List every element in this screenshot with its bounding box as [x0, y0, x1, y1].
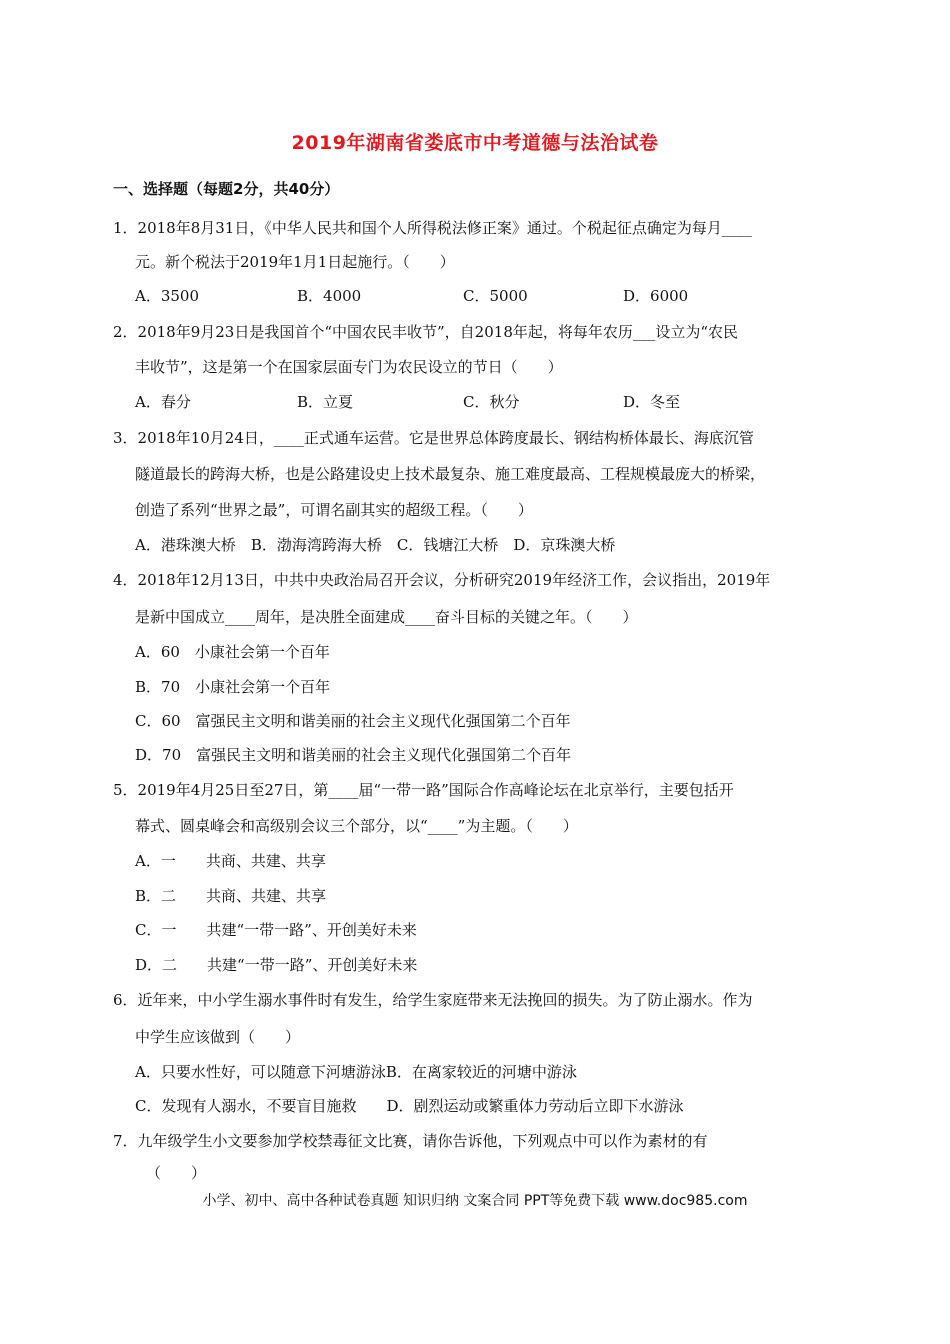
question-6-options-ab: A．只要水性好，可以随意下河塘游泳B．在离家较近的河塘中游泳	[135, 1063, 577, 1081]
question-7-line-2: （ ）	[146, 1164, 207, 1182]
question-2-line-1: 2．2018年9月23日是我国首个“中国农民丰收节”，自2018年起，将每年农历___设立为“农民	[113, 323, 739, 341]
question-3-options: A．港珠澳大桥 B．渤海湾跨海大桥 C．钱塘江大桥 D．京珠澳大桥	[135, 536, 616, 554]
question-6-line-2: 中学生应该做到（ ）	[135, 1028, 301, 1046]
question-5-option-c: C．一 共建“一带一路”、开创美好未来	[135, 921, 417, 939]
question-7-line-1: 7．九年级学生小文要参加学校禁毒征文比赛，请你告诉他，下列观点中可以作为素材的有	[113, 1132, 708, 1150]
question-5-option-d: D．二 共建“一带一路”、开创美好未来	[135, 956, 418, 974]
question-1-line-2: 元。新个税法于2019年1月1日起施行。（ ）	[135, 253, 455, 271]
question-5-line-1: 5．2019年4月25日至27日，第____届“一带一路”国际合作高峰论坛在北京举行，主要包括开	[113, 781, 734, 799]
question-3-line-3: 创造了系列“世界之最”，可谓名副其实的超级工程。（ ）	[135, 501, 533, 519]
page-footer: 小学、初中、高中各种试卷真题 知识归纳 文案合同 PPT等免费下载 www.doc985.com	[202, 1193, 748, 1209]
question-4-option-d: D．70 富强民主文明和谐美丽的社会主义现代化强国第二个百年	[135, 746, 572, 764]
section-heading: 一、选择题（每题2分，共40分）	[113, 180, 340, 198]
question-2-option-a: A．春分	[135, 393, 191, 411]
question-6-options-cd: C．发现有人溺水，不要盲目施救 D．剧烈运动或繁重体力劳动后立即下水游泳	[135, 1097, 684, 1115]
question-2-line-2: 丰收节”，这是第一个在国家层面专门为农民设立的节日（ ）	[135, 358, 563, 376]
question-3-line-2: 隧道最长的跨海大桥，也是公路建设史上技术最复杂、施工难度最高、工程规模最庞大的桥梁，	[135, 465, 766, 483]
question-4-option-c: C．60 富强民主文明和谐美丽的社会主义现代化强国第二个百年	[135, 712, 571, 730]
question-2-option-c: C．秋分	[463, 393, 520, 411]
question-1-line-1: 1．2018年8月31日，《中华人民共和国个人所得税法修正案》通过。个税起征点确定为每月____	[113, 219, 752, 237]
question-2-option-b: B．立夏	[297, 393, 354, 411]
question-1-option-b: B．4000	[297, 287, 362, 305]
question-4-option-a: A．60 小康社会第一个百年	[135, 643, 330, 661]
question-5-line-2: 幕式、圆桌峰会和高级别会议三个部分，以“____”为主题。（ ）	[135, 817, 578, 835]
page-title: 2019年湖南省娄底市中考道德与法治试卷	[291, 132, 659, 154]
question-2-option-d: D．冬至	[623, 393, 681, 411]
question-6-line-1: 6．近年来，中小学生溺水事件时有发生，给学生家庭带来无法挽回的损失。为了防止溺水。作为	[113, 991, 753, 1009]
question-1-option-d: D．6000	[623, 287, 689, 305]
question-5-option-b: B．二 共商、共建、共享	[135, 887, 327, 905]
question-3-line-1: 3．2018年10月24日，____正式通车运营。它是世界总体跨度最长、钢结构桥体最长、海底沉管	[113, 429, 754, 447]
question-1-option-a: A．3500	[135, 287, 200, 305]
question-4-line-2: 是新中国成立____周年，是决胜全面建成____奋斗目标的关键之年。（ ）	[135, 608, 638, 626]
question-4-line-1: 4．2018年12月13日，中共中央政治局召开会议，分析研究2019年经济工作，会议指出，2019年	[113, 571, 771, 589]
question-5-option-a: A．一 共商、共建、共享	[135, 852, 326, 870]
question-4-option-b: B．70 小康社会第一个百年	[135, 678, 331, 696]
question-1-option-c: C．5000	[463, 287, 528, 305]
